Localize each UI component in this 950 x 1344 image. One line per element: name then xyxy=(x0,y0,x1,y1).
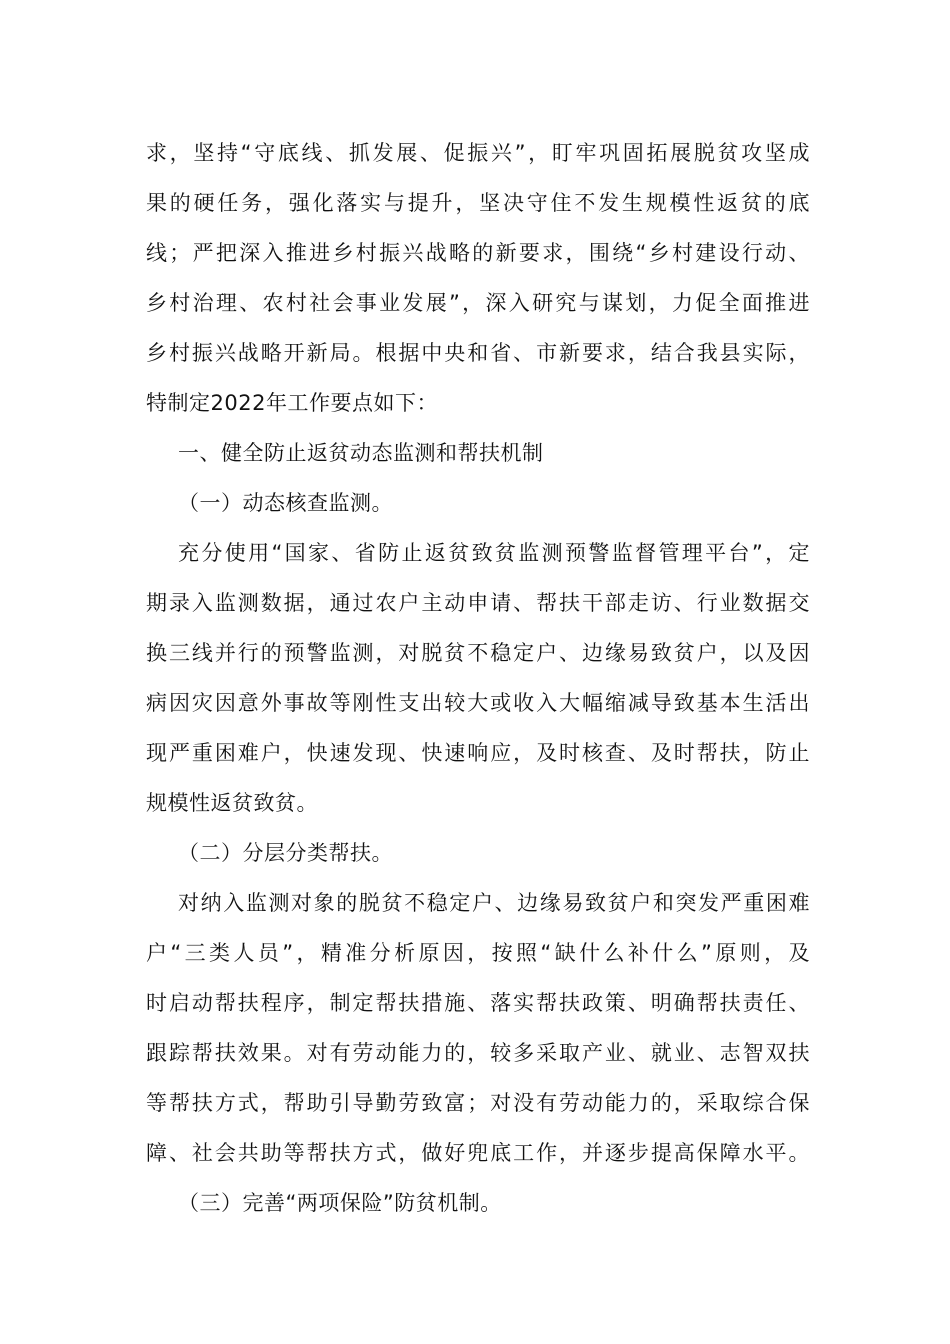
paragraph-line: 乡村振兴战略开新局。根据中央和省、市新要求，结合我县实际， xyxy=(146,341,810,365)
paragraph-line: 障、社会共助等帮扶方式，做好兜底工作，并逐步提高保障水平。 xyxy=(146,1141,810,1165)
paragraph-line: 时启动帮扶程序，制定帮扶措施、落实帮扶政策、明确帮扶责任、 xyxy=(146,991,810,1015)
paragraph-line: 户“三类人员”，精准分析原因，按照“缺什么补什么”原则，及 xyxy=(146,941,810,965)
paragraph-line: 线；严把深入推进乡村振兴战略的新要求，围绕“乡村建设行动、 xyxy=(146,241,810,265)
paragraph-line: 换三线并行的预警监测，对脱贫不稳定户、边缘易致贫户，以及因 xyxy=(146,641,810,665)
paragraph-line: 等帮扶方式，帮助引导勤劳致富；对没有劳动能力的，采取综合保 xyxy=(146,1091,810,1115)
paragraph-line: 现严重困难户，快速发现、快速响应，及时核查、及时帮扶，防止 xyxy=(146,741,810,765)
subsection-heading: （二）分层分类帮扶。 xyxy=(178,841,393,865)
paragraph-line: 规模性返贫致贫。 xyxy=(146,791,318,815)
paragraph-line: 充分使用“国家、省防止返贫致贫监测预警监督管理平台”，定 xyxy=(178,541,810,565)
subsection-heading: （三）完善“两项保险”防贫机制。 xyxy=(178,1191,502,1215)
paragraph-line: 求，坚持“守底线、抓发展、促振兴”，盯牢巩固拓展脱贫攻坚成 xyxy=(146,141,810,165)
paragraph-line: 期录入监测数据，通过农户主动申请、帮扶干部走访、行业数据交 xyxy=(146,591,810,615)
subsection-heading: （一）动态核查监测。 xyxy=(178,491,393,515)
paragraph-line: 特制定2022年工作要点如下： xyxy=(146,391,438,415)
paragraph-line: 病因灾因意外事故等刚性支出较大或收入大幅缩减导致基本生活出 xyxy=(146,691,810,715)
section-heading: 一、健全防止返贫动态监测和帮扶机制 xyxy=(178,441,544,465)
paragraph-line: 乡村治理、农村社会事业发展”，深入研究与谋划，力促全面推进 xyxy=(146,291,810,315)
paragraph-line: 跟踪帮扶效果。对有劳动能力的，较多采取产业、就业、志智双扶 xyxy=(146,1041,810,1065)
paragraph-line: 对纳入监测对象的脱贫不稳定户、边缘易致贫户和突发严重困难 xyxy=(178,891,810,915)
paragraph-line: 果的硬任务，强化落实与提升，坚决守住不发生规模性返贫的底 xyxy=(146,191,810,215)
